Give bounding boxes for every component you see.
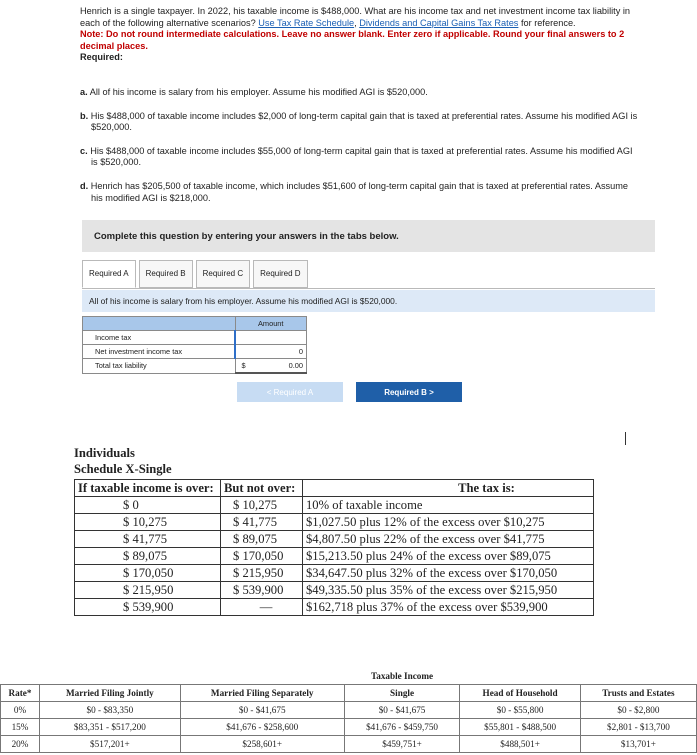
dollar-sign: $ — [241, 361, 246, 370]
blank-cell — [40, 668, 181, 685]
tax-cell: $49,335.50 plus 35% of the excess over $215,950 — [303, 582, 594, 599]
schedule-heading — [74, 446, 172, 477]
capital-gains-rates-table — [0, 668, 697, 753]
instruction-banner: Complete this question by entering your answers in the tabs below. — [82, 220, 655, 252]
over-cell: $ 0 — [75, 497, 221, 514]
not-over-cell: $ 215,950 — [221, 565, 303, 582]
niit-input[interactable] — [235, 345, 307, 359]
not-over-cell: $ 170,050 — [221, 548, 303, 565]
single-cell: $459,751+ — [344, 736, 460, 753]
single-cell: $41,676 - $459,750 — [344, 719, 460, 736]
mfj-cell: $0 - $83,350 — [40, 702, 181, 719]
question-d — [80, 181, 640, 204]
answer-label: Total tax liability — [83, 359, 236, 374]
over-cell: $ 10,275 — [75, 514, 221, 531]
amount-header: Amount — [235, 317, 307, 331]
question-letter: d. — [80, 180, 89, 191]
mfj-header: Married Filing Jointly — [40, 685, 181, 702]
mfs-cell: $41,676 - $258,600 — [180, 719, 344, 736]
mfj-cell: $83,351 - $517,200 — [40, 719, 181, 736]
question-text: His $488,000 of taxable income includes $2,000 of long-term capital gain that is taxed at preferential rates. Assume his modified AGI is $520,000. — [90, 110, 638, 133]
total-tax-value — [235, 359, 307, 374]
question-text: Henrich has $205,500 of taxable income, which includes $51,600 of long-term capital gain that is taxed at preferential rates. Assume his modified AGI is $218,000. — [90, 180, 629, 203]
question-letter: c. — [80, 145, 88, 156]
rate-cell: 15% — [1, 719, 40, 736]
tab-required-a[interactable]: Required A — [82, 260, 136, 288]
not-over-cell: — — [221, 599, 303, 616]
schedule-title-1: Individuals — [74, 446, 135, 460]
tab-instruction: All of his income is salary from his employer. Assume his modified AGI is $520,000. — [82, 290, 655, 312]
not-over-cell: $ 539,900 — [221, 582, 303, 599]
tab-bar — [82, 260, 308, 288]
tax-cell: 10% of taxable income — [303, 497, 594, 514]
tax-cell: $4,807.50 plus 22% of the excess over $41,775 — [303, 531, 594, 548]
answer-header-blank — [83, 317, 236, 331]
table-row — [75, 531, 594, 548]
rates-super-header-row — [1, 668, 697, 685]
intro-text: Henrich is a single taxpayer. In 2022, his taxable income is $488,000. What are his income tax and net investment income tax liability in each of the following alternative scenarios? — [80, 6, 631, 28]
table-row — [1, 719, 697, 736]
tab-required-c[interactable]: Required C — [196, 260, 250, 288]
blank-cell — [580, 668, 696, 685]
question-c — [80, 146, 640, 169]
hoh-header: Head of Household — [460, 685, 580, 702]
tab-required-d[interactable]: Required D — [253, 260, 307, 288]
single-cell: $0 - $41,675 — [344, 702, 460, 719]
mfj-cell: $517,201+ — [40, 736, 181, 753]
answer-header-row — [83, 317, 307, 331]
blank-cell — [460, 668, 580, 685]
table-row — [1, 736, 697, 753]
trusts-header: Trusts and Estates — [580, 685, 696, 702]
next-required-button[interactable]: Required B > — [356, 382, 462, 402]
mfs-cell: $0 - $41,675 — [180, 702, 344, 719]
over-cell: $ 215,950 — [75, 582, 221, 599]
hoh-cell: $55,801 - $488,500 — [460, 719, 580, 736]
not-over-cell: $ 41,775 — [221, 514, 303, 531]
tax-schedule-table — [74, 479, 594, 616]
answer-label: Net investment income tax — [83, 345, 236, 359]
table-row — [75, 497, 594, 514]
answer-table — [82, 316, 307, 374]
taxable-income-header: Taxable Income — [344, 668, 460, 685]
table-row — [75, 599, 594, 616]
trusts-cell: $2,801 - $13,700 — [580, 719, 696, 736]
col-over-header: If taxable income is over: — [75, 480, 221, 497]
link-separator: , — [354, 17, 357, 28]
table-row — [75, 565, 594, 582]
answer-row-total — [83, 359, 307, 374]
tax-rate-schedule-link[interactable]: Use Tax Rate Schedule — [258, 17, 355, 28]
mfs-header: Married Filing Separately — [180, 685, 344, 702]
blank-cell — [1, 668, 40, 685]
question-a — [80, 87, 640, 99]
note-text: Note: Do not round intermediate calculations. Leave no answer blank. Enter zero if applicable. Round your final answers to 2 decimal places. — [80, 29, 625, 51]
over-cell: $ 41,775 — [75, 531, 221, 548]
tax-cell: $1,027.50 plus 12% of the excess over $10,275 — [303, 514, 594, 531]
table-row — [75, 514, 594, 531]
income-tax-input[interactable] — [235, 331, 307, 345]
question-b — [80, 111, 640, 134]
intro-tail: for reference. — [520, 17, 576, 28]
tax-cell: $34,647.50 plus 32% of the excess over $170,050 — [303, 565, 594, 582]
tab-divider — [82, 288, 655, 289]
question-text: All of his income is salary from his employer. Assume his modified AGI is $520,000. — [89, 87, 428, 97]
hoh-cell: $0 - $55,800 — [460, 702, 580, 719]
table-row — [1, 702, 697, 719]
rate-cell: 0% — [1, 702, 40, 719]
total-value: 0.00 — [288, 361, 303, 370]
not-over-cell: $ 10,275 — [221, 497, 303, 514]
rates-header-row — [1, 685, 697, 702]
trusts-cell: $13,701+ — [580, 736, 696, 753]
capital-gains-rates-link[interactable]: Dividends and Capital Gains Tax Rates — [359, 17, 519, 28]
tax-cell: $15,213.50 plus 24% of the excess over $89,075 — [303, 548, 594, 565]
rate-header: Rate* — [1, 685, 40, 702]
trusts-cell: $0 - $2,800 — [580, 702, 696, 719]
text-cursor — [625, 432, 626, 445]
col-tax-header: The tax is: — [303, 480, 594, 497]
tax-cell: $162,718 plus 37% of the excess over $539,900 — [303, 599, 594, 616]
over-cell: $ 89,075 — [75, 548, 221, 565]
not-over-cell: $ 89,075 — [221, 531, 303, 548]
table-row — [75, 548, 594, 565]
schedule-title-2: Schedule X-Single — [74, 461, 172, 476]
question-letter: b. — [80, 110, 89, 121]
question-list — [80, 87, 640, 216]
col-not-over-header: But not over: — [221, 480, 303, 497]
table-row — [75, 582, 594, 599]
blank-cell — [180, 668, 344, 685]
mfs-cell: $258,601+ — [180, 736, 344, 753]
problem-intro — [80, 6, 640, 64]
rate-cell: 20% — [1, 736, 40, 753]
over-cell: $ 539,900 — [75, 599, 221, 616]
tab-required-b[interactable]: Required B — [139, 260, 193, 288]
required-heading: Required: — [80, 52, 123, 63]
answer-row-income-tax — [83, 331, 307, 345]
prev-required-button[interactable]: < Required A — [237, 382, 343, 402]
single-header: Single — [344, 685, 460, 702]
over-cell: $ 170,050 — [75, 565, 221, 582]
tax-header-row — [75, 480, 594, 497]
question-text: His $488,000 of taxable income includes $55,000 of long-term capital gain that is taxed at preferential rates. Assume his modified AGI is $520,000. — [90, 145, 633, 168]
answer-row-niit — [83, 345, 307, 359]
question-letter: a. — [80, 87, 88, 97]
hoh-cell: $488,501+ — [460, 736, 580, 753]
input-value: 0 — [298, 347, 303, 356]
answer-label: Income tax — [83, 331, 236, 345]
